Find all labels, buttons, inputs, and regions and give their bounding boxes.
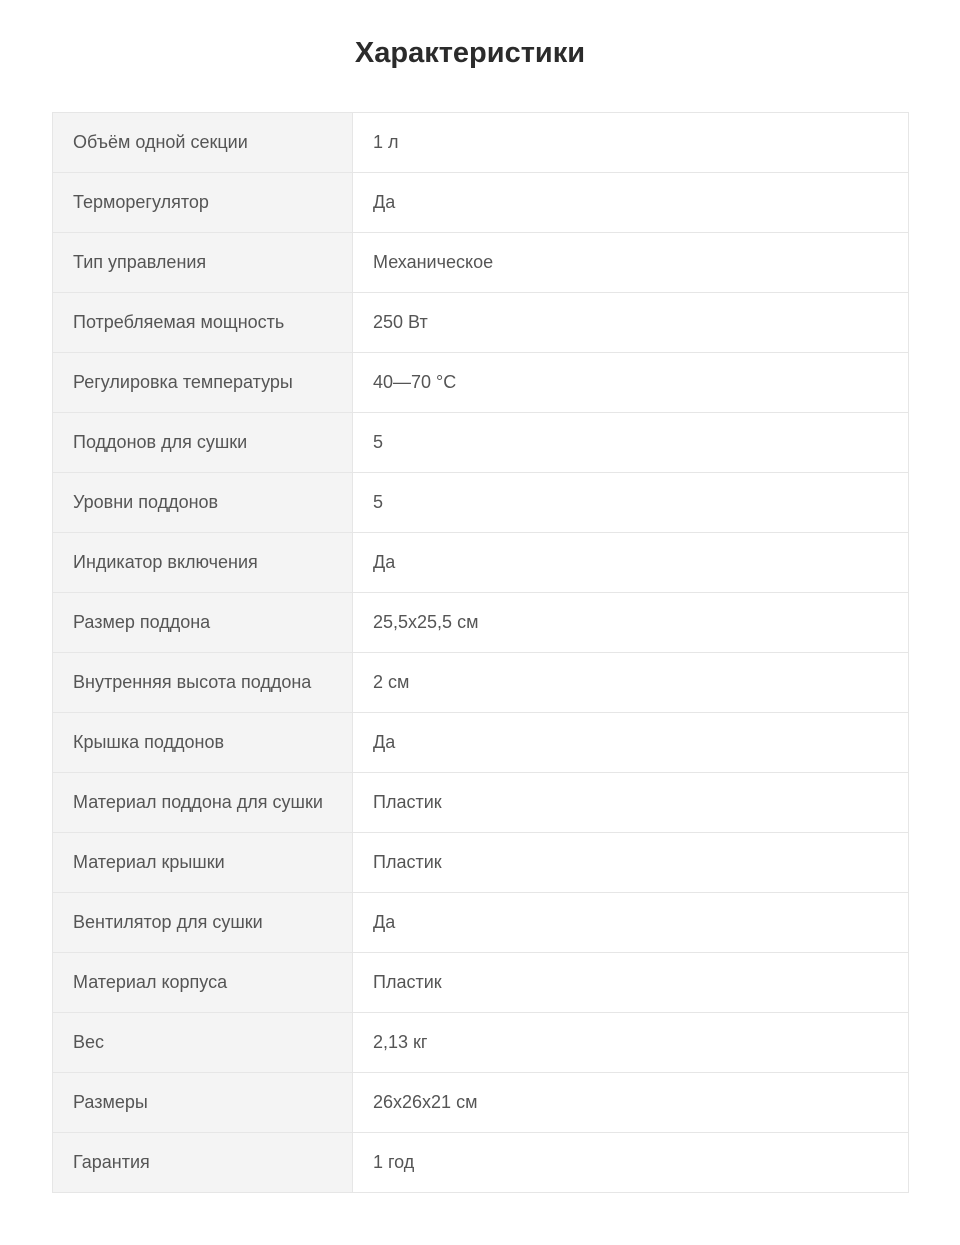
spec-label: Регулировка температуры: [53, 353, 353, 413]
spec-value: 5: [353, 413, 909, 473]
spec-label: Крышка поддонов: [53, 713, 353, 773]
spec-label: Внутренняя высота поддона: [53, 653, 353, 713]
table-row: [53, 1073, 909, 1133]
table-row: [53, 113, 909, 173]
spec-value: Пластик: [353, 833, 909, 893]
spec-label: Материал крышки: [53, 833, 353, 893]
spec-value: Механическое: [353, 233, 909, 293]
table-row: [53, 1013, 909, 1073]
spec-label: Терморегулятор: [53, 173, 353, 233]
spec-label: Вес: [53, 1013, 353, 1073]
spec-value: Да: [353, 893, 909, 953]
spec-label: Объём одной секции: [53, 113, 353, 173]
spec-label: Гарантия: [53, 1133, 353, 1193]
spec-label: Тип управления: [53, 233, 353, 293]
spec-value: Да: [353, 533, 909, 593]
spec-value: 5: [353, 473, 909, 533]
spec-value: 40—70 °C: [353, 353, 909, 413]
spec-label: Индикатор включения: [53, 533, 353, 593]
table-row: [53, 653, 909, 713]
table-row: [53, 173, 909, 233]
table-row: [53, 893, 909, 953]
spec-value: 26x26x21 см: [353, 1073, 909, 1133]
table-row: [53, 953, 909, 1013]
spec-value: 25,5x25,5 см: [353, 593, 909, 653]
spec-value: 1 год: [353, 1133, 909, 1193]
spec-value: 1 л: [353, 113, 909, 173]
spec-label: Размеры: [53, 1073, 353, 1133]
spec-label: Потребляемая мощность: [53, 293, 353, 353]
spec-value: Да: [353, 713, 909, 773]
spec-label: Материал корпуса: [53, 953, 353, 1013]
spec-value: 2 см: [353, 653, 909, 713]
spec-value: 250 Вт: [353, 293, 909, 353]
spec-value: Пластик: [353, 773, 909, 833]
spec-value: Пластик: [353, 953, 909, 1013]
page-title: Характеристики: [354, 37, 586, 69]
spec-label: Материал поддона для сушки: [53, 773, 353, 833]
spec-label: Уровни поддонов: [53, 473, 353, 533]
table-row: [53, 833, 909, 893]
spec-label: Размер поддона: [53, 593, 353, 653]
table-row: [53, 353, 909, 413]
spec-label: Поддонов для сушки: [53, 413, 353, 473]
table-row: [53, 233, 909, 293]
spec-label: Вентилятор для сушки: [53, 893, 353, 953]
spec-value: 2,13 кг: [353, 1013, 909, 1073]
table-row: [53, 1133, 909, 1193]
table-row: [53, 533, 909, 593]
table-row: [53, 473, 909, 533]
table-row: [53, 593, 909, 653]
table-row: [53, 773, 909, 833]
spec-value: Да: [353, 173, 909, 233]
specs-table: [52, 112, 909, 1193]
table-row: [53, 713, 909, 773]
table-row: [53, 293, 909, 353]
table-row: [53, 413, 909, 473]
